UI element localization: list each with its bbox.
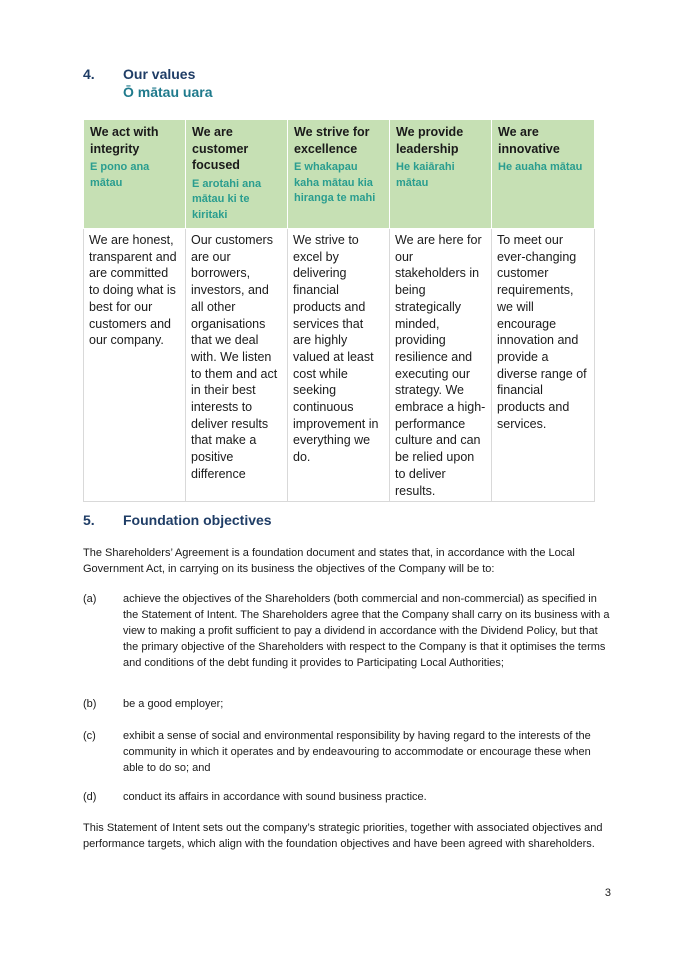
section-5-intro: The Shareholders’ Agreement is a foundation document and states that, in accordance with the Local Government Act, in carrying on its business the objectives of the Company will be to: bbox=[83, 547, 575, 575]
section-4-heading bbox=[83, 66, 195, 82]
value-body-excellence: We strive to excel by delivering financial products and services that are highly valued at least cost while seeking continuous improvement in everything we do. bbox=[288, 229, 390, 502]
values-table bbox=[83, 119, 595, 502]
section-4-subtitle: Ō mātau uara bbox=[123, 84, 213, 100]
value-body-customer: Our customers are our borrowers, investors, and all other organisations that we deal with. We listen to them and act in their best interests to deliver results that make a positive difference bbox=[186, 229, 288, 502]
value-header-customer bbox=[186, 120, 288, 229]
section-5-closing: This Statement of Intent sets out the company’s strategic priorities, together with associated objectives and performance targets, which align with the foundation objectives and have been agreed with shareholders. bbox=[83, 822, 603, 850]
section-5-title: Foundation objectives bbox=[123, 512, 272, 528]
value-title: We provide leadership bbox=[396, 125, 464, 156]
value-body-leadership: We are here for our stakeholders in being strategically minded, providing resilience and executing our strategy. We embrace a high-performance culture and can be relied upon to deliver results. bbox=[390, 229, 492, 502]
value-header-excellence bbox=[288, 120, 390, 229]
value-title: We are innovative bbox=[498, 125, 560, 156]
objective-text: conduct its affairs in accordance with sound business practice. bbox=[123, 791, 427, 803]
section-4-title: Our values bbox=[123, 66, 196, 82]
section-5-heading bbox=[83, 512, 272, 528]
objective-item-c bbox=[83, 728, 610, 778]
value-title: We are customer focused bbox=[192, 125, 249, 172]
objective-text: be a good employer; bbox=[123, 698, 224, 710]
value-header-integrity bbox=[84, 120, 186, 229]
values-header-row bbox=[84, 120, 595, 229]
page-number: 3 bbox=[604, 887, 611, 899]
value-header-innovative bbox=[492, 120, 595, 229]
value-maori: E whakapau kaha mātau kia hiranga te mahi bbox=[294, 161, 376, 204]
value-title: We act with integrity bbox=[90, 125, 159, 156]
objective-item-d bbox=[83, 789, 610, 809]
objective-label: (a) bbox=[83, 593, 97, 605]
objective-text: exhibit a sense of social and environmental responsibility by having regard to the interests of the community in which it operates and by endeavouring to accommodate or encourage these when able to do so; and bbox=[123, 730, 591, 774]
values-body-row bbox=[84, 229, 595, 502]
objective-item-b bbox=[83, 696, 610, 716]
objective-item-a bbox=[83, 591, 610, 681]
objective-text: achieve the objectives of the Shareholders (both commercial and non-commercial) as specified in the Statement of Intent. The Shareholders agree that the Company shall carry on its business with a view to making a profit sufficient to pay a dividend in accordance with the Dividend Policy, but that the primary objective of the Shareholders with respect to the Company is that it optimises the terms and conditions of the debt funding it provides to Participating Local Authorities; bbox=[123, 593, 610, 669]
section-4-number: 4. bbox=[83, 66, 95, 82]
value-body-innovative: To meet our ever-changing customer requirements, we will encourage innovation and provide a diverse range of financial products and services. bbox=[492, 229, 595, 502]
value-maori: He kaiārahi mātau bbox=[396, 161, 455, 189]
value-body-integrity: We are honest, transparent and are committed to doing what is best for our customers and our company. bbox=[84, 229, 186, 502]
section-5-number: 5. bbox=[83, 512, 95, 528]
value-title: We strive for excellence bbox=[294, 125, 370, 156]
value-maori: E pono ana mātau bbox=[90, 161, 150, 189]
value-maori: He auaha mātau bbox=[498, 161, 583, 173]
objective-label: (b) bbox=[83, 698, 97, 710]
value-maori: E arotahi ana mātau ki te kiritaki bbox=[192, 177, 262, 221]
value-header-leadership bbox=[390, 120, 492, 229]
objective-label: (d) bbox=[83, 791, 97, 803]
objective-label: (c) bbox=[83, 730, 96, 742]
